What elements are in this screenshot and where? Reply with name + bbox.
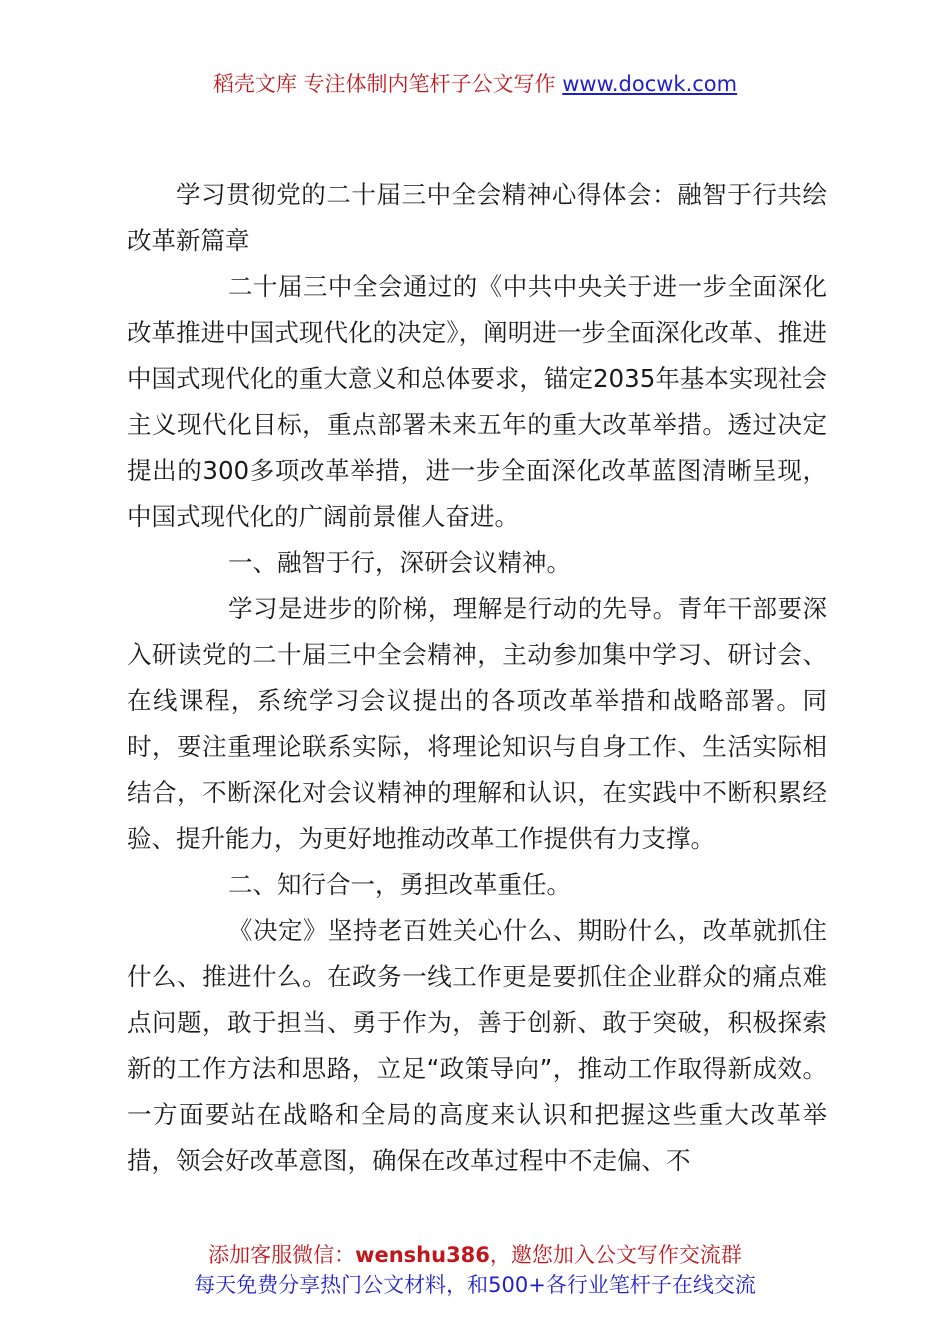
paragraph-intro: 二十届三中全会通过的《中共中央关于进一步全面深化改革推进中国式现代化的决定》，阐明进一步全面深化改革、推进中国式现代化的重大意义和总体要求，锚定2035年基本实现社会主义现代化目标，重点部署未来五年的重大改革举措。透过决定提出的300多项改革举措，进一步全面深化改革蓝图清晰呈现，中国式现代化的广阔前景催人奋进。 xyxy=(127,272,827,531)
paragraph-section-1: 学习是进步的阶梯，理解是行动的先导。青年干部要深入研读党的二十届三中全会精神，主动参加集中学习、研讨会、在线课程，系统学习会议提出的各项改革举措和战略部署。同时，要注重理论联系实际，将理论知识与自身工作、生活实际相结合，不断深化对会议精神的理解和认识，在实践中不断积累经验、提升能力，为更好地推动改革工作提供有力支撑。 xyxy=(127,594,827,853)
footer-contact-line xyxy=(0,1240,950,1270)
page-header xyxy=(0,68,950,100)
section-heading-2: 二、知行合一，勇担改革重任。 xyxy=(228,870,571,899)
section-heading-1: 一、融智于行，深研会议精神。 xyxy=(228,548,571,577)
brand-text: 稻壳文库 专注体制内笔杆子公文写作 xyxy=(212,72,556,96)
footer-contact-prefix: 添加客服微信： xyxy=(208,1243,356,1267)
footer-contact-suffix: ，邀您加入公文写作交流群 xyxy=(489,1243,742,1267)
paragraph-section-2: 《决定》坚持老百姓关心什么、期盼什么，改革就抓住什么、推进什么。在政务一线工作更是要抓住企业群众的痛点难点问题，敢于担当、勇于作为，善于创新、敢于突破，积极探索新的工作方法和思路，立足“政策导向”，推动工作取得新成效。一方面要站在战略和全局的高度来认识和把握这些重大改革举措，领会好改革意图，确保在改革过程中不走偏、不 xyxy=(127,916,827,1175)
site-link[interactable]: www.docwk.com xyxy=(562,72,738,96)
wechat-id: wenshu386 xyxy=(355,1243,490,1267)
article-body xyxy=(127,172,827,1184)
footer-promo-line: 每天免费分享热门公文材料，和500+各行业笔杆子在线交流 xyxy=(194,1273,756,1297)
article-title: 学习贯彻党的二十届三中全会精神心得体会：融智于行共绘改革新篇章 xyxy=(127,180,827,255)
page-footer xyxy=(0,1240,950,1300)
